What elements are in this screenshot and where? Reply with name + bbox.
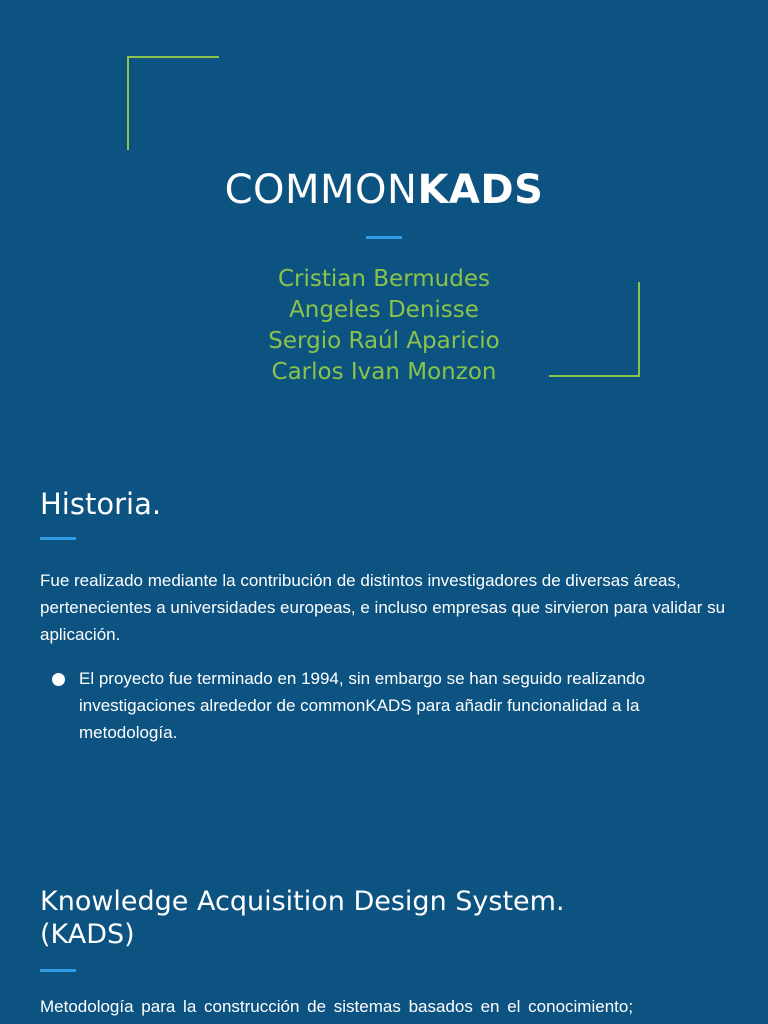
title-bold-part: KADS [417, 167, 544, 213]
kads-heading-line-1: Knowledge Acquisition Design System. [40, 886, 565, 917]
title-slide [0, 0, 768, 432]
corner-bracket-bottom-right-horizontal [549, 375, 640, 377]
title-accent-divider [366, 236, 402, 239]
kads-heading [40, 885, 740, 951]
author-name: Angeles Denisse [289, 297, 479, 323]
author-name: Sergio Raúl Aparicio [268, 328, 500, 354]
title-light-part: COMMON [224, 167, 418, 213]
corner-bracket-top-left-vertical [127, 56, 129, 150]
bullet-text: El proyecto fue terminado en 1994, sin embargo se han seguido realizando investigaciones alrededor de commonKADS para añadir funcionalidad a la metodología. [79, 669, 646, 742]
author-list [0, 264, 768, 388]
bullet-dot-icon [52, 673, 65, 686]
kads-heading-line-2: (KADS) [40, 919, 135, 950]
historia-paragraph: Fue realizado mediante la contribución de distintos investigadores de diversas áreas, pertenecientes a universidades europeas, e incluso empresas que sirvieron para validar su aplicación. [40, 571, 726, 644]
kads-accent-divider [40, 969, 76, 972]
corner-bracket-top-left-horizontal [127, 56, 219, 58]
presentation-title [0, 164, 768, 216]
historia-accent-divider [40, 537, 76, 540]
corner-bracket-bottom-right-vertical [638, 282, 640, 377]
historia-heading: Historia. [40, 487, 162, 521]
author-name: Cristian Bermudes [278, 266, 490, 292]
kads-paragraph: Metodología para la construcción de sistemas basados en el conocimiento; [40, 997, 634, 1016]
author-name: Carlos Ivan Monzon [271, 359, 497, 385]
